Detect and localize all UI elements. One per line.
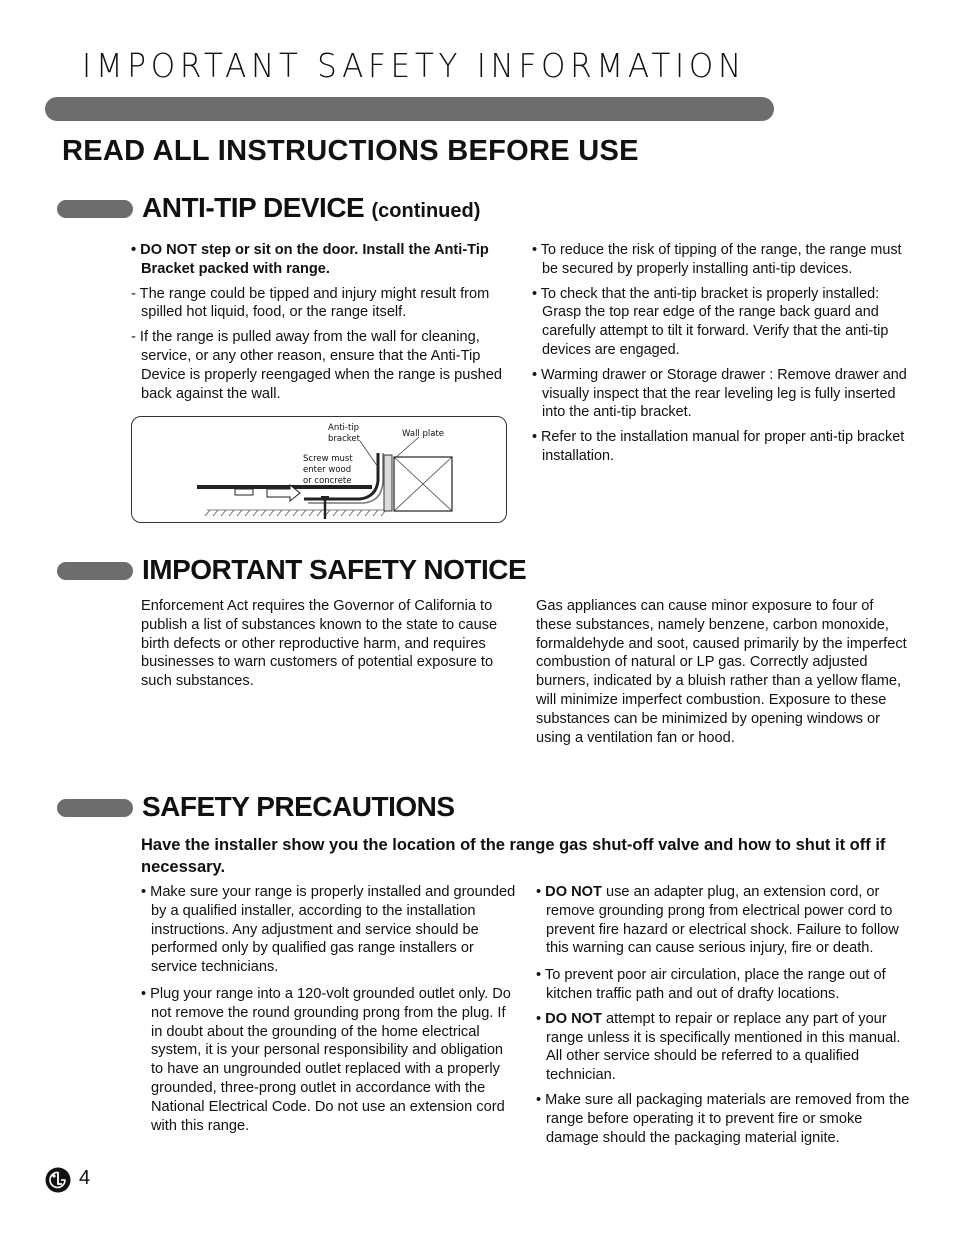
notice-left-paragraph: Enforcement Act requires the Governor of California to publish a list of substances known to the state to cause birth defects or other reproductive harm, and requires businesses to warn customers of potential exposure to such substances.	[141, 598, 498, 690]
anti-tip-right-item-1: • To reduce the risk of tipping of the range, the range must be secured by properly installing anti-tip devices.	[532, 242, 902, 277]
diagram-label-screw-1: Screw must	[303, 454, 353, 464]
precautions-left-column	[141, 883, 516, 1141]
anti-tip-right-column	[532, 241, 912, 472]
precautions-left-item-2: • Plug your range into a 120-volt grounded outlet only. Do not remove the round grounding prong from the plug. If in doubt about the grounding of the home electrical system, it is your personal responsibility and obligation to have an ungrounded outlet replaced with a properly grounded, three-prong outlet in accordance with the National Electrical Code. Do not use an extension cord with this range.	[141, 985, 511, 1134]
anti-tip-dash-1: - The range could be tipped and injury might result from spilled hot liquid, food, or the range itself.	[131, 285, 490, 321]
diagram-label-bracket-2: bracket	[328, 434, 360, 444]
diagram-label-bracket-1: Anti-tip	[328, 423, 360, 433]
diagram-label-screw-2: enter wood	[303, 465, 352, 475]
notice-left-text	[141, 597, 509, 697]
precautions-right-item-3-text: attempt to repair or replace any part of your range unless it is specifically mentioned in this manual. All other service should be referred to a qualified technician.	[546, 1010, 901, 1084]
precautions-right-column	[536, 883, 912, 1153]
section-title-precautions: SAFETY PRECAUTIONS	[142, 791, 455, 822]
page-number: 4	[79, 1167, 91, 1189]
notice-right-text	[536, 597, 908, 753]
section-title-anti-tip	[142, 192, 480, 224]
precautions-left-item-1: • Make sure your range is properly installed and grounded by a qualified installer, according to the installation instructions. Any adjustment and service should be performed only by qualified gas range installers or service technicians.	[141, 884, 516, 976]
section-pill-anti-tip	[57, 200, 133, 218]
anti-tip-dash-2: - If the range is pulled away from the wall for cleaning, service, or any other reason, ensure that the Anti-Tip Device is properly reengaged when the range is pushed back against the wall.	[131, 329, 503, 402]
precautions-right-item-2: • To prevent poor air circulation, place the range out of kitchen traffic path and out of drafty locations.	[536, 967, 886, 1002]
precautions-right-item-3: • DO NOT attempt to repair or replace any part of your range unless it is specifically mentioned in this manual. All other service should be referred to a qualified technician.	[536, 1010, 901, 1084]
notice-right-paragraph: Gas appliances can cause minor exposure to four of these substances, namely benzene, carbon monoxide, formaldehyde and soot, caused primarily by the imperfect combustion of natural or LP gas. Correctly adjusted burners, indicated by a bluish rather than a yellow flame, will minimize imperfect combustion. Exposure to these substances can be minimized by opening windows or using a ventilation fan or hood.	[536, 598, 907, 746]
lg-logo-icon	[45, 1167, 71, 1193]
precautions-right-item-4: • Make sure all packaging materials are removed from the range before operating it to prevent fire or smoke damage should the packaging material ignite.	[536, 1091, 910, 1146]
do-not-label-2: DO NOT	[545, 1010, 602, 1027]
section-pill-notice	[57, 562, 133, 580]
diagram-label-screw-3: or concrete	[303, 476, 352, 486]
anti-tip-left-column	[131, 241, 511, 409]
anti-tip-right-item-3: • Warming drawer or Storage drawer : Remove drawer and visually inspect that the rear leveling leg is fully inserted into the anti-tip bracket.	[532, 366, 907, 421]
anti-tip-title: ANTI-TIP DEVICE	[142, 192, 365, 223]
page-title: IMPORTANT SAFETY INFORMATION	[82, 46, 746, 85]
anti-tip-continued: (continued)	[371, 200, 481, 222]
title-bar	[45, 97, 774, 121]
main-heading: READ ALL INSTRUCTIONS BEFORE USE	[62, 135, 639, 167]
section-title-notice: IMPORTANT SAFETY NOTICE	[142, 554, 527, 585]
installer-note: Have the installer show you the location of the range gas shut-off valve and how to shut it off if necessary.	[141, 836, 886, 876]
precautions-right-item-1: • DO NOT use an adapter plug, an extension cord, or remove grounding prong from electrical power cord to prevent fire hazard or electrical shock. Failure to follow this warning can cause serious injury, fire or death.	[536, 884, 899, 957]
precautions-right-item-1-text: use an adapter plug, an extension cord, or remove grounding prong from electrical power cord to prevent fire hazard or electrical shock. Failure to follow this warning can cause serious injury, fire or death.	[546, 884, 899, 957]
anti-tip-right-item-4: • Refer to the installation manual for proper anti-tip bracket installation.	[532, 429, 905, 464]
section-pill-precautions	[57, 799, 133, 817]
do-not-label-1: DO NOT	[545, 884, 602, 900]
anti-tip-bullet-bold: • DO NOT step or sit on the door. Install the Anti-Tip Bracket packed with range.	[131, 242, 489, 277]
anti-tip-right-item-2: • To check that the anti-tip bracket is properly installed: Grasp the top rear edge of the range back guard and carefully attempt to tilt it forward. Verify that the anti-tip devices are engaged.	[532, 285, 889, 358]
diagram-label-wall: Wall plate	[402, 429, 445, 439]
anti-tip-diagram	[131, 416, 507, 523]
